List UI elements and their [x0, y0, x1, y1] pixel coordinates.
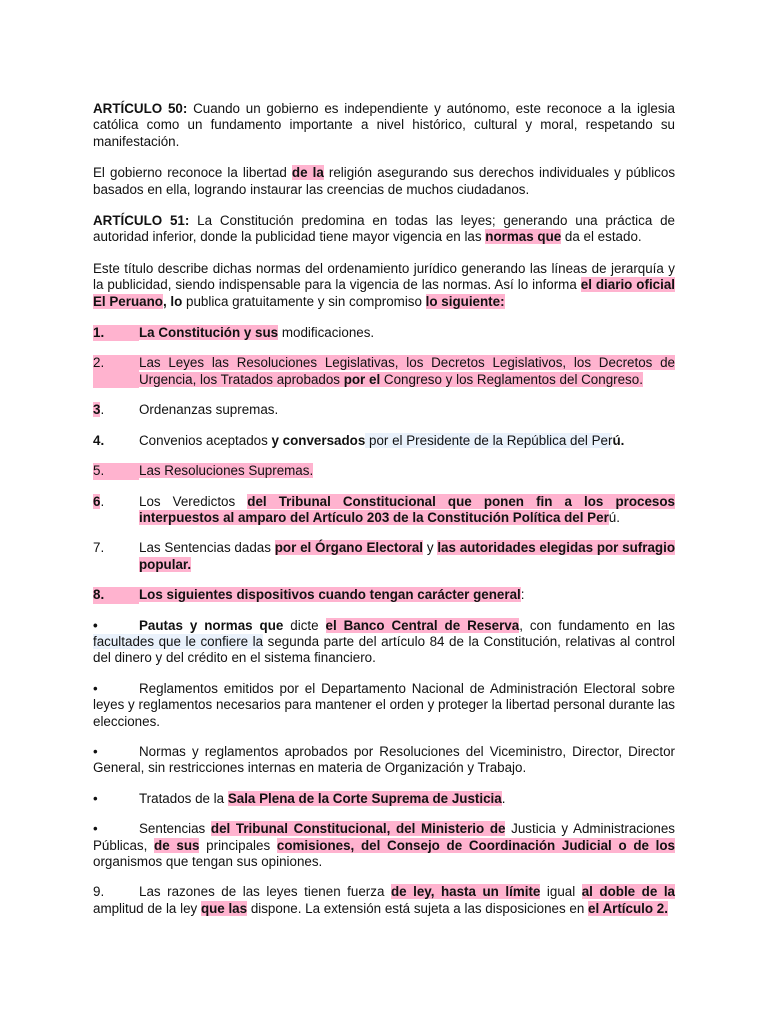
bullet-item-4: • Tratados de la Sala Plena de la Corte Suprema de Justicia. — [93, 790, 506, 806]
list-number: 6 — [93, 493, 101, 509]
freedom-paragraph: El gobierno reconoce la libertad de la religión asegurando sus derechos individuales y públicos basados en ella, logrando instaurar las creencias de muchos ciudadanos. — [93, 165, 676, 197]
article-50-heading: ARTÍCULO 50: — [93, 101, 188, 116]
highlight: La Constitución y sus — [139, 325, 279, 341]
title-description-paragraph: Este título describe dichas normas del ordenamiento jurídico generando las líneas de jerarquía y la publicidad, siendo indispensable para la vigencia de las normas. Así lo informa el diario oficial El Peruano, lo publica gratuitamente y sin compromiso lo siguiente: — [93, 260, 675, 309]
bullet-item-5: • Sentencias del Tribunal Constitucional, del Ministerio de Justicia y Administraciones Públicas, de sus principales comisiones, del Consejo de Coordinación Judicial o de los organismos que tengan sus opiniones. — [93, 821, 676, 869]
highlight: Congreso y los Reglamentos del Congreso. — [380, 371, 643, 387]
highlight: comisiones, del Consejo de Coordinación Judicial o de los — [276, 837, 676, 853]
highlight: el diario oficial El Peruano — [93, 277, 675, 309]
highlight: el Artículo 2. — [588, 900, 668, 916]
highlight: el Banco Central de Reserva — [325, 617, 520, 633]
list-number: 1. — [93, 325, 139, 341]
list-item-5 — [93, 463, 675, 479]
highlight: del Tribunal Constitucional, del Ministerio de — [210, 821, 506, 837]
highlight: por el Órgano Electoral — [274, 540, 424, 556]
list-item-8: 8. Los siguientes dispositivos cuando tengan carácter general: — [93, 587, 525, 603]
article-51-heading: ARTÍCULO 51: — [93, 213, 190, 229]
bullet-mark: • — [93, 790, 98, 806]
list-number: 4. — [93, 432, 105, 448]
list-number: 9. — [93, 884, 105, 900]
article-50-paragraph: ARTÍCULO 50: Cuando un gobierno es independiente y autónomo, este reconoce a la iglesia católica como un fundamento importante a nivel histórico, cultural y moral, respetando su manifestación. — [93, 101, 675, 149]
highlight: que las — [200, 900, 248, 916]
bullet-mark: • — [93, 617, 98, 633]
highlight: de ley, hasta un límite — [390, 884, 541, 900]
list-number: 5. — [93, 463, 139, 479]
bullet-mark: • — [93, 743, 98, 759]
bullet-mark: • — [93, 680, 98, 696]
list-item-1: 1. La Constitución y sus modificaciones. — [93, 325, 375, 341]
highlight: Sala Plena de la Corte Suprema de Justicia — [227, 790, 502, 806]
highlight: normas que — [485, 229, 562, 245]
list-number: 2. — [93, 355, 139, 388]
list-item-6: 6. Los Veredictos del Tribunal Constitucional que ponen fin a los procesos interpuestos al amparo del Artículo 203 de la Constitución Política del Perú. — [93, 493, 675, 525]
highlight: Los siguientes dispositivos cuando tengan carácter general — [139, 587, 521, 603]
highlight: al doble de la — [581, 884, 675, 900]
list-number: 8. — [93, 587, 139, 603]
article-51-paragraph: ARTÍCULO 51: La Constitución predomina en todas las leyes; generando una práctica de autoridad inferior, donde la publicidad tiene mayor vigencia en las normas que da el estado. — [93, 213, 675, 245]
list-item-4: 4. Convenios aceptados y conversados por el Presidente de la República del Perú. — [93, 432, 625, 448]
highlight: por el — [343, 371, 381, 387]
list-item-9: 9. Las razones de las leyes tienen fuerza de ley, hasta un límite igual al doble de la amplitud de la ley que las dispone. La extensión está sujeta a las disposiciones en el Artículo 2. — [93, 884, 675, 916]
bullet-item-1: • Pautas y normas que dicte el Banco Central de Reserva, con fundamento en las facultades que le confiere la segunda parte del artículo 84 de la Constitución, relativas al control del dinero y del crédito en el sistema financiero. — [93, 617, 676, 666]
list-item-2 — [93, 355, 675, 388]
list-number: 3 — [93, 402, 101, 418]
highlight: de la — [291, 165, 324, 181]
blue-highlight: por el Presidente de la República del Per — [365, 432, 613, 448]
blue-highlight: facultades que le confiere la — [93, 633, 264, 649]
bullet-item-2: • Reglamentos emitidos por el Departamento Nacional de Administración Electoral sobre leyes y reglamentos necesarios para mantener el orden y proteger la libertad personal durante las elecciones. — [93, 680, 675, 729]
bullet-mark: • — [93, 821, 98, 837]
highlight: Las Resoluciones Supremas. — [139, 463, 314, 479]
list-item-3: 3. Ordenanzas supremas. — [93, 402, 279, 418]
highlight: Las Leyes las Resoluciones Legislativas, los Decretos Legislativos, los Decretos de Urgencia, los Tratados aprobados — [139, 355, 675, 387]
bullet-item-3: • Normas y reglamentos aprobados por Resoluciones del Viceministro, Director, Director General, sin restricciones internas en materia de Organización y Trabajo. — [93, 743, 675, 776]
highlight: de sus — [154, 837, 200, 853]
highlight: lo siguiente: — [425, 293, 505, 309]
highlight: del Tribunal Constitucional que ponen fin a los procesos interpuestos al amparo del Artículo 203 de la Constitución Política del Per — [139, 493, 675, 525]
list-item-7: 7. Las Sentencias dadas por el Órgano Electoral y las autoridades elegidas por sufragio popular. — [93, 540, 676, 572]
highlight: las autoridades elegidas por sufragio popular. — [139, 540, 676, 572]
list-number: 7. — [93, 540, 105, 556]
